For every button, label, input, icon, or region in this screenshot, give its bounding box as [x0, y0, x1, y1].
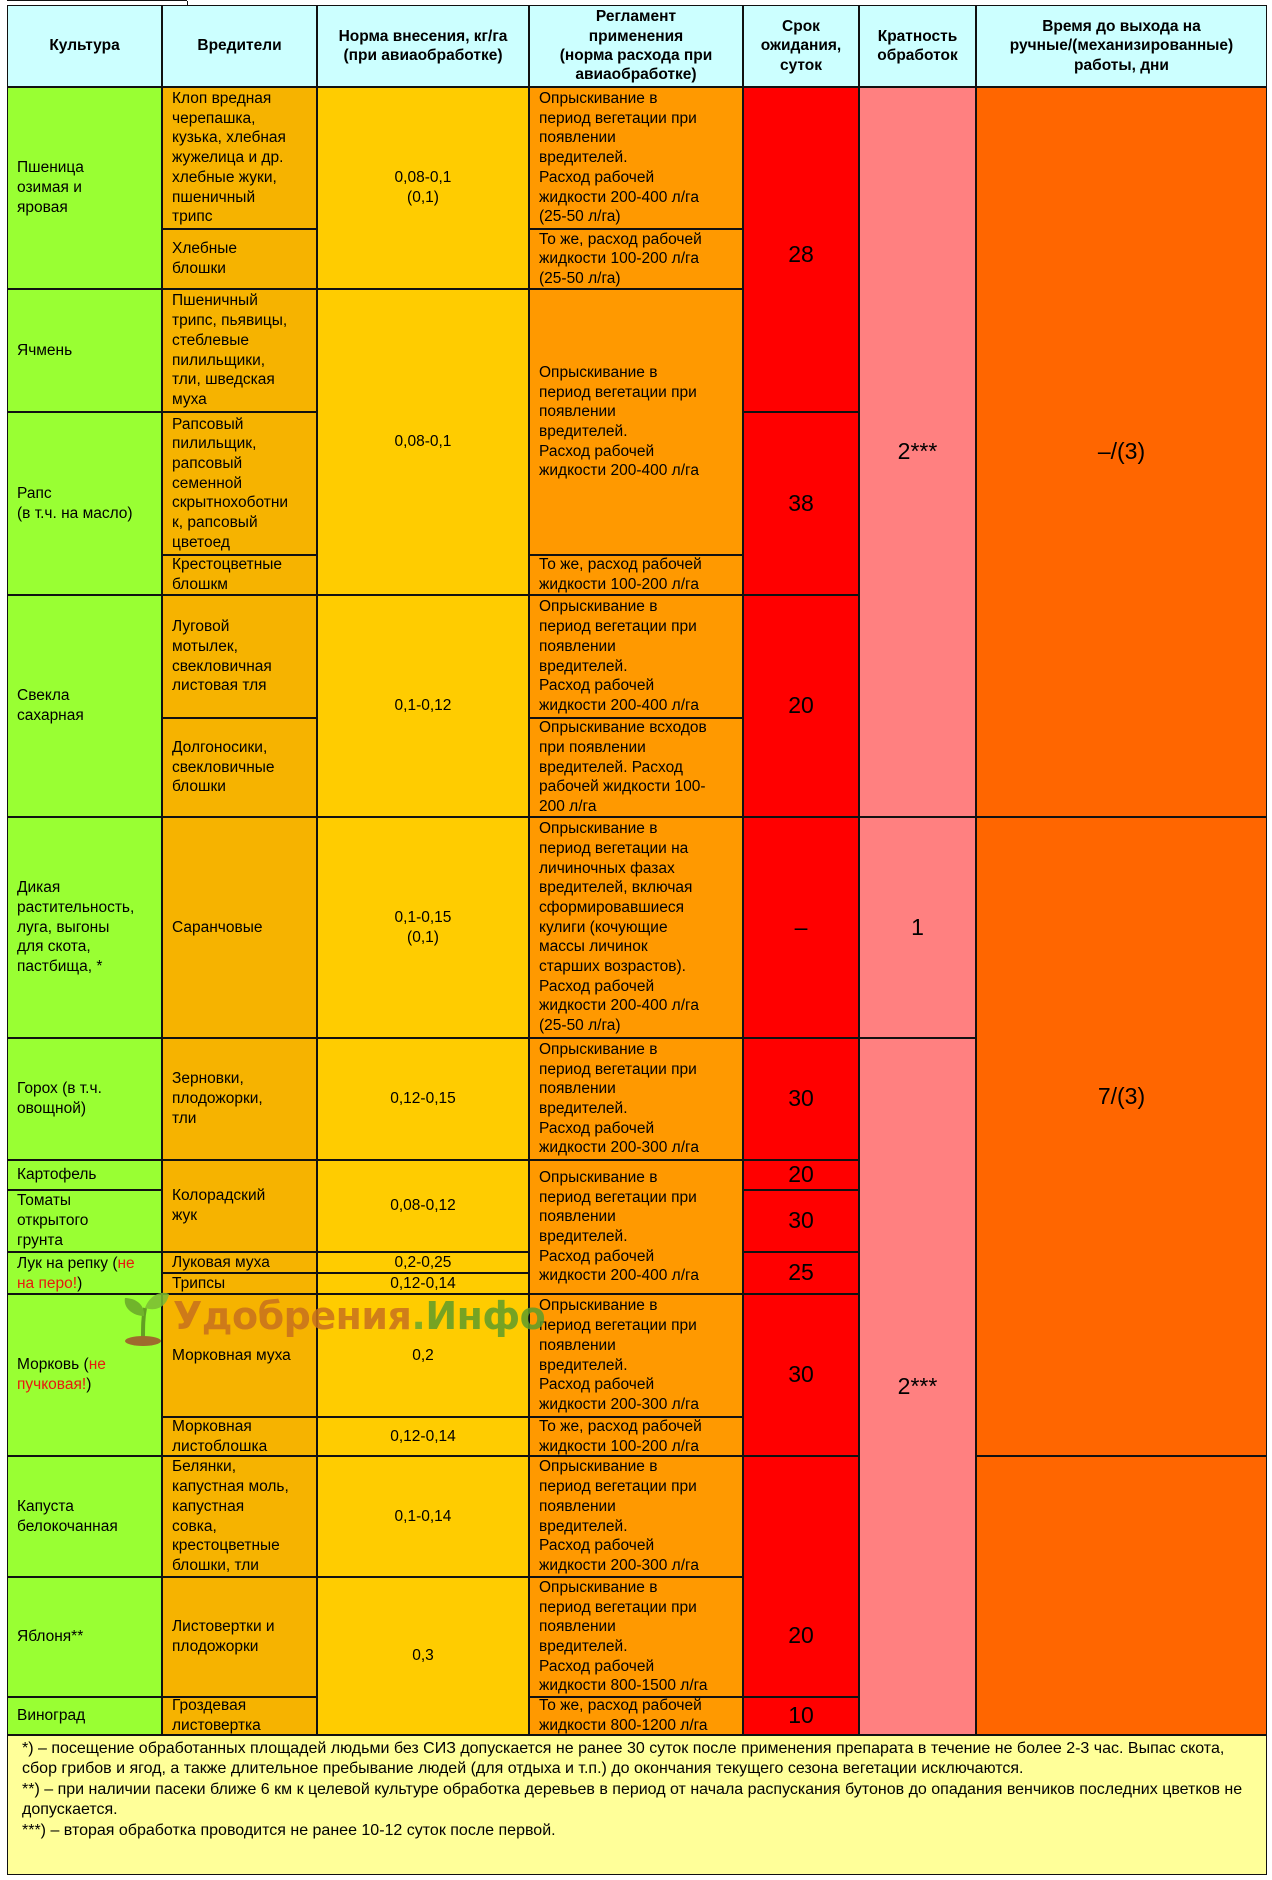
onion-label: Лук на репку ( [17, 1255, 118, 1272]
pesticide-regulation-table [7, 5, 1267, 1875]
rate-carrot-1: 0,2 [317, 1294, 529, 1417]
pest-carrot-2: Морковная листоблошка [162, 1417, 317, 1456]
carrot-close-paren: ) [86, 1376, 92, 1393]
crop-apple: Яблоня** [7, 1577, 162, 1697]
regulation-wheat-1: Опрыскивание в период вегетации при появлении вредителей. Расход рабочей жидкости 200-400 л/га (25-50 л/га) [529, 87, 743, 229]
onion-warning: не на перо! [17, 1255, 135, 1292]
pest-beet-1: Луговой мотылек, свекловичная листовая тля [162, 595, 317, 718]
rate-wheat: 0,08-0,1 (0,1) [317, 87, 529, 289]
crop-beet: Свекла сахарная [7, 595, 162, 817]
pest-onion-2: Трипсы [162, 1273, 317, 1294]
crop-grape: Виноград [7, 1697, 162, 1735]
regulation-rapeseed-2: То же, расход рабочей жидкости 100-200 л/га [529, 555, 743, 595]
watermark-text: Удобрения.Инфо [173, 1294, 546, 1338]
rate-apple-grape: 0,3 [317, 1577, 529, 1735]
crop-cabbage: Капуста белокочанная [7, 1456, 162, 1577]
carrot-label: Морковь ( [17, 1356, 89, 1374]
header-multiplicity: Кратность обработок [859, 5, 976, 87]
wait-grape: 10 [743, 1697, 859, 1735]
pest-carrot-1: Морковная муха [162, 1294, 317, 1417]
wait-wild: – [743, 817, 859, 1038]
regulation-wild: Опрыскивание в период вегетации на личиночных фазах вредителей, включая сформировавшиеся кулиги (кочующие массы личинок старших возрастов). Расход рабочей жидкости 200-400 л/га (25-50 л/га) [529, 817, 743, 1038]
pest-pea: Зерновки, плодожорки, тли [162, 1038, 317, 1160]
wait-potato: 20 [743, 1160, 859, 1190]
crop-wheat: Пшеница озимая и яровая [7, 87, 162, 289]
crop-wild-vegetation: Дикая растительность, луга, выгоны для скота, пастбища, * [7, 817, 162, 1038]
pest-rapeseed-2: Крестоцветные блошкм [162, 555, 317, 595]
regulation-grape: То же, расход рабочей жидкости 800-1200 л/га [529, 1697, 743, 1735]
wait-tomato: 30 [743, 1190, 859, 1252]
pest-potato-tomato: Колорадский жук [162, 1160, 317, 1252]
regulation-carrot-1: Опрыскивание в период вегетации при появлении вредителей. Расход рабочей жидкости 200-300 л/га [529, 1294, 743, 1417]
rate-onion-2: 0,12-0,14 [317, 1273, 529, 1294]
pest-grape: Гроздевая листовертка [162, 1697, 317, 1735]
wait-rapeseed: 38 [743, 412, 859, 595]
footnote-3: ***) – вторая обработка проводится не ранее 10-12 суток после первой. [22, 1821, 556, 1839]
pest-barley: Пшеничный трипс, пьявицы, стеблевые пилильщики, тли, шведская муха [162, 289, 317, 412]
regulation-carrot-2: То же, расход рабочей жидкости 100-200 л/га [529, 1417, 743, 1456]
crop-potato: Картофель [7, 1160, 162, 1190]
rate-beet: 0,1-0,12 [317, 595, 529, 817]
crop-pea: Горох (в т.ч. овощной) [7, 1038, 162, 1160]
rate-onion-1: 0,2-0,25 [317, 1252, 529, 1273]
wait-onion: 25 [743, 1252, 859, 1294]
footnotes [7, 1735, 1267, 1875]
crop-onion [7, 1252, 162, 1294]
reentry-group-2: 7/(3) [976, 817, 1267, 1456]
header-pests: Вредители [162, 5, 317, 87]
rate-wild: 0,1-0,15 (0,1) [317, 817, 529, 1038]
footnote-2: **) – при наличии пасеки ближе 6 км к целевой культуре обработка деревьев в период от начала распускания бутонов до опадания венчиков последних цветков не допускается. [22, 1780, 1243, 1819]
crop-carrot [7, 1294, 162, 1456]
pest-beet-2: Долгоносики, свекловичные блошки [162, 718, 317, 817]
multiplicity-group-2: 2*** [859, 1038, 976, 1735]
pest-cabbage: Белянки, капустная моль, капустная совка, крестоцветные блошки, тли [162, 1456, 317, 1577]
regulation-pea: Опрыскивание в период вегетации при появлении вредителей. Расход рабочей жидкости 200-300 л/га [529, 1038, 743, 1160]
header-crop: Культура [7, 5, 162, 87]
crop-barley: Ячмень [7, 289, 162, 412]
wait-beet: 20 [743, 595, 859, 817]
header-reentry: Время до выхода на ручные/(механизированные) работы, дни [976, 5, 1267, 87]
header-regulation: Регламент применения (норма расхода при авиаобработке) [529, 5, 743, 87]
rate-barley-rapeseed: 0,08-0,1 [317, 289, 529, 595]
regulation-beet-1: Опрыскивание в период вегетации при появлении вредителей. Расход рабочей жидкости 200-400 л/га [529, 595, 743, 718]
wait-wheat: 28 [743, 87, 859, 412]
pest-wild: Саранчовые [162, 817, 317, 1038]
reentry-group-1: –/(3) [976, 87, 1267, 817]
regulation-potato-onion: Опрыскивание в период вегетации при появлении вредителей. Расход рабочей жидкости 200-400 л/га [529, 1160, 743, 1294]
crop-rapeseed: Рапс (в т.ч. на масло) [7, 412, 162, 595]
onion-close-paren: ) [77, 1274, 83, 1292]
wait-pea: 30 [743, 1038, 859, 1160]
carrot-warning: не пучковая! [17, 1356, 106, 1393]
rate-pea: 0,12-0,15 [317, 1038, 529, 1160]
regulation-beet-2: Опрыскивание всходов при появлении вредителей. Расход рабочей жидкости 100- 200 л/га [529, 718, 743, 817]
pest-rapeseed-1: Рапсовый пилильщик, рапсовый семенной скрытнохоботни к, рапсовый цветоед [162, 412, 317, 555]
rate-potato-tomato: 0,08-0,12 [317, 1160, 529, 1252]
pest-wheat-1: Клоп вредная черепашка, кузька, хлебная жужелица и др. хлебные жуки, пшеничный трипс [162, 87, 317, 229]
wait-cabbage-apple: 20 [743, 1456, 859, 1697]
reentry-group-2-continued [976, 1456, 1267, 1735]
header-rate: Норма внесения, кг/га (при авиаобработке) [317, 5, 529, 87]
rate-carrot-2: 0,12-0,14 [317, 1417, 529, 1456]
regulation-apple: Опрыскивание в период вегетации при появлении вредителей. Расход рабочей жидкости 800-1500 л/га [529, 1577, 743, 1697]
regulation-cabbage: Опрыскивание в период вегетации при появлении вредителей. Расход рабочей жидкости 200-300 л/га [529, 1456, 743, 1577]
multiplicity-group-1: 2*** [859, 87, 976, 817]
crop-tomato: Томаты открытого грунта [7, 1190, 162, 1252]
multiplicity-wild: 1 [859, 817, 976, 1038]
pest-onion-1: Луковая муха [162, 1252, 317, 1273]
regulation-wheat-2: То же, расход рабочей жидкости 100-200 л/га (25-50 л/га) [529, 229, 743, 289]
rate-cabbage: 0,1-0,14 [317, 1456, 529, 1577]
pest-wheat-2: Хлебные блошки [162, 229, 317, 289]
regulation-barley-rapeseed: Опрыскивание в период вегетации при появлении вредителей. Расход рабочей жидкости 200-400 л/га [529, 289, 743, 555]
header-wait: Срок ожидания, суток [743, 5, 859, 87]
footnote-1: *) – посещение обработанных площадей людьми без СИЗ допускается не ранее 30 суток после применения препарата в течение не более 2-3 час. Выпас скота, сбор грибов и ягод, а также длительное пребывание людей (для отдыха и т.п.) до окончания текущего сезона вегетации исключаются. [22, 1740, 1225, 1778]
pest-apple: Листовертки и плодожорки [162, 1577, 317, 1697]
wait-carrot: 30 [743, 1294, 859, 1456]
